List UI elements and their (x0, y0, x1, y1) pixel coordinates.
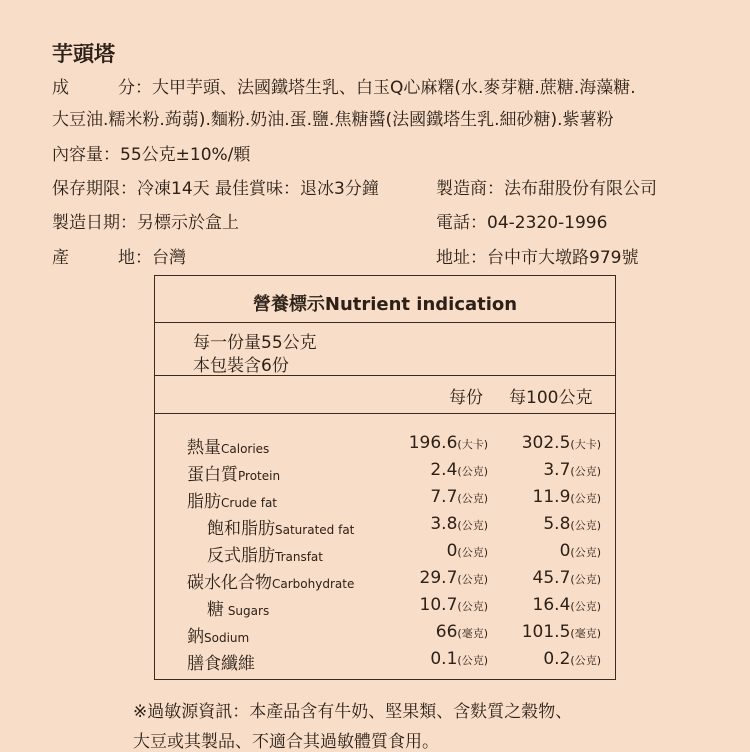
nutrient-name (207, 541, 323, 566)
per-100g-value (522, 433, 601, 453)
origin (52, 247, 186, 269)
per-100g-number: 3.7 (543, 460, 571, 480)
nutrient-name (187, 568, 354, 593)
nutrient-row (155, 541, 615, 568)
nutrient-name-en: Sugars (224, 604, 270, 618)
per-serving-unit: (毫克) (457, 627, 488, 640)
nutrient-name-en: Sodium (204, 631, 250, 645)
per-serving-number: 7.7 (430, 487, 458, 507)
ingredients-label-char-1: 成 (52, 78, 69, 98)
nutrient-name (187, 649, 255, 674)
nutrient-name-zh: 脂肪 (187, 492, 221, 512)
nutrient-name-zh: 反式脂肪 (207, 546, 275, 566)
col-per-serving: 每份 (449, 388, 483, 408)
per-100g-number: 101.5 (521, 622, 571, 642)
nutrient-row (155, 487, 615, 514)
per-100g-unit: (公克) (570, 519, 601, 532)
per-100g-value (560, 541, 601, 561)
allergen-line-2: 大豆或其製品、不適合其過敏體質食用。 (133, 732, 439, 752)
origin-label-char-1: 產 (52, 248, 69, 268)
nutrient-name-en: Calories (221, 442, 270, 456)
per-serving-unit: (公克) (457, 519, 488, 532)
allergen-line-1: ※過敏源資訊：本產品含有牛奶、堅果類、含麩質之穀物、 (133, 702, 573, 722)
per-100g-value (533, 487, 601, 507)
nutrient-name (207, 514, 354, 539)
manufacturer: 製造商：法布甜股份有限公司 (436, 179, 657, 199)
per-100g-value (543, 649, 601, 669)
per-100g-unit: (大卡) (570, 438, 601, 451)
col-per-100g: 每100公克 (509, 388, 593, 408)
per-serving-unit: (公克) (457, 654, 488, 667)
product-title: 芋頭塔 (52, 42, 115, 66)
nutrient-name (187, 622, 249, 647)
nutrient-row (155, 433, 615, 460)
per-serving-value (436, 622, 488, 642)
per-serving-value (420, 595, 488, 615)
nutrient-name-en: Saturated fat (275, 523, 355, 537)
per-100g-value (543, 460, 601, 480)
per-serving-number: 66 (435, 622, 458, 642)
nutrient-row (155, 649, 615, 676)
ingredients-line-1 (52, 77, 636, 99)
nutrient-name (187, 433, 269, 458)
origin-value: ：台灣 (135, 248, 186, 268)
per-serving-value (430, 514, 488, 534)
per-serving-number: 2.4 (430, 460, 458, 480)
nutrient-name-en: Protein (238, 469, 281, 483)
nutrient-row (155, 595, 615, 622)
per-serving-value (430, 487, 488, 507)
ingredients-text-1: ：大甲芋頭、法國鐵塔生乳、白玉Q心麻糬(水.麥芽糖.蔗糖.海藻糖. (135, 78, 636, 98)
per-serving-value (420, 568, 488, 588)
nutrient-name-zh: 膳食纖維 (187, 654, 255, 674)
address: 地址：台中市大墩路979號 (436, 248, 639, 268)
per-serving-unit: (公克) (457, 546, 488, 559)
per-100g-unit: (公克) (570, 600, 601, 613)
nutrient-name-en: Crude fat (221, 496, 278, 510)
nutrient-name (187, 487, 277, 512)
per-serving-number: 196.6 (408, 433, 458, 453)
manufacture-date: 製造日期：另標示於盒上 (52, 213, 239, 233)
nutrient-row (155, 460, 615, 487)
nutrient-name-en: Transfat (275, 550, 323, 564)
ingredients-label-char-2: 分 (118, 78, 135, 98)
nutrient-name-zh: 熱量 (187, 438, 221, 458)
nutrient-name (207, 595, 269, 620)
serving-size: 每一份量55公克 (193, 333, 317, 353)
servings-per-package: 本包裝含6份 (193, 356, 289, 376)
per-serving-number: 3.8 (430, 514, 458, 534)
per-100g-unit: (公克) (570, 492, 601, 505)
phone: 電話：04-2320-1996 (436, 213, 608, 233)
nutrient-name-zh: 糖 (207, 600, 224, 620)
per-100g-value (543, 514, 601, 534)
per-100g-value (533, 595, 601, 615)
per-serving-number: 0.1 (430, 649, 458, 669)
per-serving-unit: (公克) (457, 600, 488, 613)
per-serving-value (409, 433, 488, 453)
per-serving-unit: (公克) (457, 492, 488, 505)
per-100g-number: 0.2 (543, 649, 571, 669)
divider (155, 375, 615, 376)
per-100g-unit: (毫克) (570, 627, 601, 640)
per-100g-number: 45.7 (532, 568, 571, 588)
per-100g-number: 16.4 (532, 595, 571, 615)
per-100g-number: 11.9 (532, 487, 571, 507)
divider (155, 413, 615, 414)
nutrient-name-en: Carbohydrate (272, 577, 355, 591)
divider (155, 322, 615, 323)
nutrient-name-zh: 碳水化合物 (187, 573, 272, 593)
nutrition-title: 營養標示Nutrient indication (252, 294, 518, 315)
nutrient-name-zh: 飽和脂肪 (207, 519, 275, 539)
per-serving-unit: (大卡) (457, 438, 488, 451)
content-amount: 內容量：55公克±10%/顆 (52, 145, 251, 165)
per-serving-number: 29.7 (419, 568, 458, 588)
nutrient-row (155, 568, 615, 595)
per-100g-value (522, 622, 601, 642)
nutrient-row (155, 514, 615, 541)
per-100g-unit: (公克) (570, 654, 601, 667)
per-100g-value (533, 568, 601, 588)
per-serving-value (430, 649, 488, 669)
per-100g-unit: (公克) (570, 546, 601, 559)
per-100g-unit: (公克) (570, 465, 601, 478)
per-serving-unit: (公克) (457, 573, 488, 586)
per-100g-number: 302.5 (521, 433, 571, 453)
per-100g-unit: (公克) (570, 573, 601, 586)
nutrition-table (154, 275, 616, 680)
nutrient-name (187, 460, 280, 485)
per-100g-number: 5.8 (543, 514, 571, 534)
per-100g-number: 0 (559, 541, 571, 561)
nutrient-name-zh: 蛋白質 (187, 465, 238, 485)
per-serving-number: 0 (446, 541, 458, 561)
per-serving-number: 10.7 (419, 595, 458, 615)
per-serving-value (430, 460, 488, 480)
nutrient-row (155, 622, 615, 649)
ingredients-line-2: 大豆油.糯米粉.蒟蒻).麵粉.奶油.蛋.鹽.焦糖醬(法國鐵塔生乳.細砂糖).紫薯粉 (52, 110, 614, 130)
nutrient-name-zh: 鈉 (187, 627, 204, 647)
per-serving-value (447, 541, 488, 561)
per-serving-unit: (公克) (457, 465, 488, 478)
shelf-life: 保存期限：冷凍14天 最佳賞味：退冰3分鐘 (52, 179, 379, 199)
origin-label-char-2: 地 (118, 248, 135, 268)
